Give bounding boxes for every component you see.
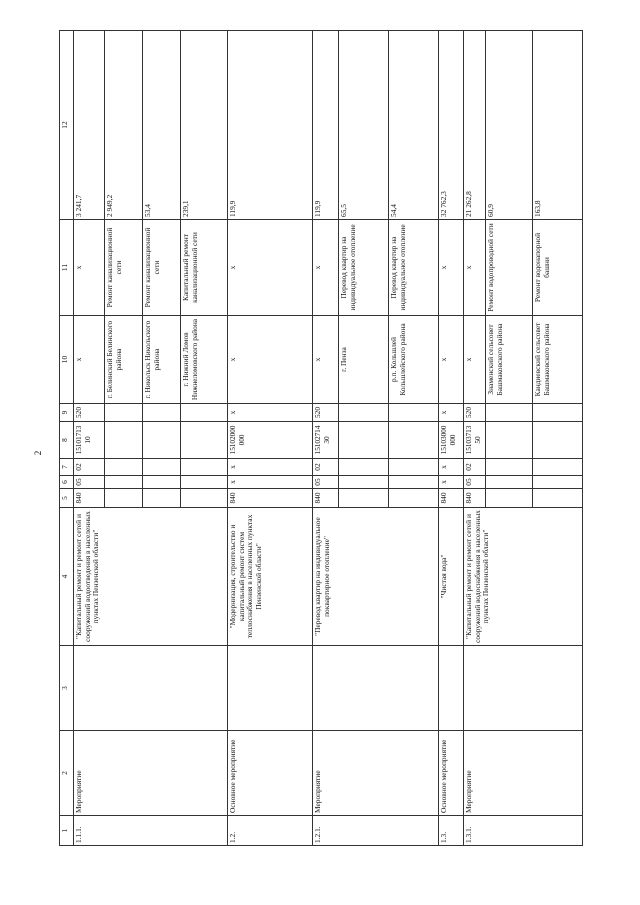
row-code-pr: 02 bbox=[313, 459, 339, 476]
empty-cell bbox=[486, 476, 533, 489]
row-code-rz: х bbox=[228, 476, 313, 489]
row-number: 1.2.1. bbox=[313, 816, 439, 846]
row-code-vr: 520 bbox=[313, 404, 339, 422]
row-locality: х bbox=[313, 316, 339, 404]
row-work: х bbox=[228, 220, 313, 316]
empty-cell bbox=[533, 459, 583, 476]
empty-cell bbox=[181, 459, 228, 476]
row-work: Ремонт канализационной сети bbox=[143, 220, 181, 316]
empty-cell bbox=[181, 422, 228, 459]
row-amount: 53,4 bbox=[143, 31, 181, 220]
empty-cell bbox=[339, 476, 389, 489]
row-locality: г. Пенза bbox=[339, 316, 389, 404]
empty-cell bbox=[486, 489, 533, 508]
empty-cell bbox=[105, 459, 143, 476]
header-row bbox=[60, 31, 74, 846]
header-cell: 4 bbox=[60, 508, 74, 646]
empty-cell bbox=[486, 459, 533, 476]
row-code-vr: 520 bbox=[74, 404, 105, 422]
row-type: Мероприятие bbox=[313, 731, 439, 816]
empty-cell bbox=[143, 459, 181, 476]
row-code-pr: 02 bbox=[74, 459, 105, 476]
row-locality: х bbox=[439, 316, 464, 404]
row-code-rz: 05 bbox=[74, 476, 105, 489]
table-row bbox=[313, 31, 339, 846]
row-title: "Капитальный ремонт и ремонт сетей и сооружений водоотведения в населенных пунктах Пензенской области" bbox=[74, 508, 228, 646]
table-row bbox=[439, 31, 464, 846]
row-locality: р.п. Кольшлей Кольшлейского района bbox=[389, 316, 439, 404]
empty-cell bbox=[389, 422, 439, 459]
row-title: "Модернизация, строительство и капитальный ремонт систем теплоснабжения в населенных пунктах Пензенской области" bbox=[228, 508, 313, 646]
empty-cell bbox=[389, 459, 439, 476]
row-amount: 2 949,2 bbox=[105, 31, 143, 220]
empty-cell bbox=[181, 404, 228, 422]
empty-cell bbox=[181, 476, 228, 489]
empty-cell bbox=[486, 404, 533, 422]
row-col3 bbox=[313, 646, 439, 731]
row-code-csr: 15102000 000 bbox=[228, 422, 313, 459]
empty-cell bbox=[533, 422, 583, 459]
row-locality: х bbox=[464, 316, 486, 404]
row-code-grbs: 840 bbox=[74, 489, 105, 508]
empty-cell bbox=[533, 489, 583, 508]
header-cell: 11 bbox=[60, 220, 74, 316]
row-code-vr: 520 bbox=[464, 404, 486, 422]
header-cell: 10 bbox=[60, 316, 74, 404]
row-work: Капитальный ремонт канализационной сети bbox=[181, 220, 228, 316]
header-cell: 9 bbox=[60, 404, 74, 422]
row-code-pr: 02 bbox=[464, 459, 486, 476]
empty-cell bbox=[143, 404, 181, 422]
header-cell: 8 bbox=[60, 422, 74, 459]
empty-cell bbox=[105, 422, 143, 459]
row-type: Основное мероприятие bbox=[439, 731, 464, 816]
empty-cell bbox=[486, 422, 533, 459]
row-number: 1.2. bbox=[228, 816, 313, 846]
row-amount: 119,9 bbox=[313, 31, 339, 220]
row-col3 bbox=[439, 646, 464, 731]
rotated-document bbox=[59, 31, 582, 846]
row-work: х bbox=[439, 220, 464, 316]
row-code-grbs: 840 bbox=[464, 489, 486, 508]
row-locality: г. Белинский Белинского района bbox=[105, 316, 143, 404]
row-work: Ремонт водонапорной башни bbox=[533, 220, 583, 316]
empty-cell bbox=[105, 404, 143, 422]
row-code-grbs: 840 bbox=[439, 489, 464, 508]
header-cell: 5 bbox=[60, 489, 74, 508]
empty-cell bbox=[105, 476, 143, 489]
row-locality: х bbox=[74, 316, 105, 404]
table-row bbox=[74, 31, 105, 846]
row-type: Мероприятие bbox=[74, 731, 228, 816]
row-number: 1.3. bbox=[439, 816, 464, 846]
row-col3 bbox=[228, 646, 313, 731]
empty-cell bbox=[339, 404, 389, 422]
row-work: х bbox=[464, 220, 486, 316]
row-number: 1.3.1. bbox=[464, 816, 583, 846]
row-locality: Знаменский сельсовет Башмаковского района bbox=[486, 316, 533, 404]
row-amount: 119,9 bbox=[228, 31, 313, 220]
row-code-pr: х bbox=[439, 459, 464, 476]
empty-cell bbox=[533, 476, 583, 489]
row-work: Ремонт водопроводной сети bbox=[486, 220, 533, 316]
empty-cell bbox=[105, 489, 143, 508]
row-col3 bbox=[74, 646, 228, 731]
empty-cell bbox=[533, 404, 583, 422]
empty-cell bbox=[339, 422, 389, 459]
row-work: Ремонт канализационной сети bbox=[105, 220, 143, 316]
row-code-grbs: 840 bbox=[228, 489, 313, 508]
header-cell: 12 bbox=[60, 31, 74, 220]
row-title: "Перевод квартир на индивидуальное поквартирное отопление" bbox=[313, 508, 439, 646]
row-work: Перевод квартир на индивидуальное отопление bbox=[339, 220, 389, 316]
row-col3 bbox=[464, 646, 583, 731]
row-amount: 65,5 bbox=[339, 31, 389, 220]
row-amount: 3 241,7 bbox=[74, 31, 105, 220]
row-amount: 163,8 bbox=[533, 31, 583, 220]
row-code-rz: 05 bbox=[313, 476, 339, 489]
row-locality: Кандиевский сельсовет Башмаковского района bbox=[533, 316, 583, 404]
row-type: Мероприятие bbox=[464, 731, 583, 816]
empty-cell bbox=[143, 422, 181, 459]
row-amount: 60,9 bbox=[486, 31, 533, 220]
empty-cell bbox=[389, 404, 439, 422]
row-code-grbs: 840 bbox=[313, 489, 339, 508]
empty-cell bbox=[143, 476, 181, 489]
row-work: х bbox=[313, 220, 339, 316]
empty-cell bbox=[389, 476, 439, 489]
empty-cell bbox=[339, 459, 389, 476]
row-code-vr: х bbox=[439, 404, 464, 422]
row-code-pr: х bbox=[228, 459, 313, 476]
row-code-rz: х bbox=[439, 476, 464, 489]
header-cell: 6 bbox=[60, 476, 74, 489]
table-row bbox=[228, 31, 313, 846]
page-number: 2 bbox=[33, 450, 43, 456]
row-locality: г. Нижний Ломов Нижнеломовского района bbox=[181, 316, 228, 404]
row-amount: 32 762,3 bbox=[439, 31, 464, 220]
row-locality: г. Никольск Никольского района bbox=[143, 316, 181, 404]
row-code-csr: 15103713 50 bbox=[464, 422, 486, 459]
row-code-csr: 15102714 30 bbox=[313, 422, 339, 459]
row-code-csr: 15101713 10 bbox=[74, 422, 105, 459]
table-row bbox=[464, 31, 486, 846]
budget-table bbox=[59, 30, 583, 846]
row-amount: 21 262,8 bbox=[464, 31, 486, 220]
row-amount: 54,4 bbox=[389, 31, 439, 220]
row-work: х bbox=[74, 220, 105, 316]
header-cell: 2 bbox=[60, 731, 74, 816]
row-title: "Капитальный ремонт и ремонт сетей и сооружений водоснабжения в населенных пунктах Пензенской области" bbox=[464, 508, 583, 646]
row-amount: 239,1 bbox=[181, 31, 228, 220]
row-locality: х bbox=[228, 316, 313, 404]
header-cell: 3 bbox=[60, 646, 74, 731]
empty-cell bbox=[143, 489, 181, 508]
row-title: "Чистая вода" bbox=[439, 508, 464, 646]
row-number: 1.1.1. bbox=[74, 816, 228, 846]
row-code-vr: х bbox=[228, 404, 313, 422]
row-code-csr: 15103000 000 bbox=[439, 422, 464, 459]
empty-cell bbox=[339, 489, 389, 508]
empty-cell bbox=[181, 489, 228, 508]
row-work: Перевод квартир на индивидуальное отопление bbox=[389, 220, 439, 316]
empty-cell bbox=[389, 489, 439, 508]
row-code-rz: 05 bbox=[464, 476, 486, 489]
header-cell: 7 bbox=[60, 459, 74, 476]
header-cell: 1 bbox=[60, 816, 74, 846]
row-type: Основное мероприятие bbox=[228, 731, 313, 816]
